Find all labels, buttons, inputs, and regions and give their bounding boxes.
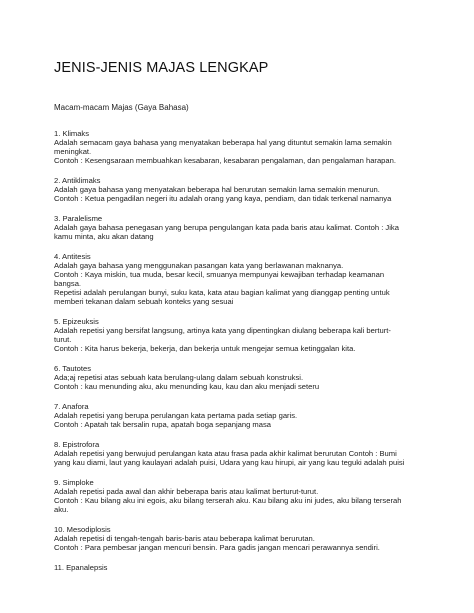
section-line: Adalah gaya bahasa penegasan yang berupa pengulangan kata pada baris atau kalimat. Contoh : Jika xyxy=(54,223,399,232)
section-heading: 7. Anafora xyxy=(54,402,89,411)
section-antitesis xyxy=(54,252,426,306)
section-mesodiplosis xyxy=(54,525,426,552)
section-line: Contoh : kau menunding aku, aku menunding kau, kau dan aku menjadi seteru xyxy=(54,382,320,391)
section-anafora xyxy=(54,402,426,429)
section-line: Contoh : Kita harus bekerja, bekerja, dan bekerja untuk mengejar semua ketinggalan kita. xyxy=(54,344,356,353)
section-line: turut. xyxy=(54,335,72,344)
section-line: meningkat. xyxy=(54,147,92,156)
section-line: memberi tekanan dalam sebuah konteks yang sesuai xyxy=(54,297,234,306)
section-heading: 8. Epistrofora xyxy=(54,440,100,449)
section-antiklimaks xyxy=(54,176,426,203)
section-tautotes xyxy=(54,364,426,391)
section-paralelisme xyxy=(54,214,426,241)
section-line: Adalah gaya bahasa yang menyatakan beberapa hal berurutan semakin lama semakin menurun. xyxy=(54,185,380,194)
section-line: Adalah repetisi yang bersifat langsung, artinya kata yang dipentingkan diulang beberapa kali berturt- xyxy=(54,326,391,335)
section-line: Contoh : Kaya miskin, tua muda, besar kecil, smuanya mempunyai kewajiban terhadap keamanan xyxy=(54,270,385,279)
section-line: Adalah repetisi pada awal dan akhir beberapa baris atau kalimat berturut-turut. xyxy=(54,487,319,496)
section-line: Contoh : Kesengsaraan membuahkan kesabaran, kesabaran pengalaman, dan pengalaman harapan. xyxy=(54,156,396,165)
section-line: Adalah repetisi yang berwujud perulangan kata atau frasa pada akhir kalimat berurutan Contoh : Bumi xyxy=(54,449,397,458)
section-line: kamu minta, aku akan datang xyxy=(54,232,154,241)
section-epistrofora xyxy=(54,440,426,467)
section-line: Adalah repetisi yang berupa perulangan kata pertama pada setiap garis. xyxy=(54,411,298,420)
section-line: Repetisi adalah perulangan bunyi, suku kata, kata atau bagian kalimat yang dianggap penting untuk xyxy=(54,288,390,297)
section-line: Contoh : Para pembesar jangan mencuri bensin. Para gadis jangan mencari perawannya sendiri. xyxy=(54,543,380,552)
section-klimaks xyxy=(54,129,426,165)
section-heading: 2. Antiklimaks xyxy=(54,176,101,185)
section-heading: 3. Paralelisme xyxy=(54,214,103,223)
section-heading: 1. Klimaks xyxy=(54,129,90,138)
section-simploke xyxy=(54,478,426,514)
section-heading: 6. Tautotes xyxy=(54,364,92,373)
section-line: Adalah semacam gaya bahasa yang menyatakan beberapa hal yang dituntut semakin lama semakin xyxy=(54,138,392,147)
page-subtitle: Macam-macam Majas (Gaya Bahasa) xyxy=(54,103,189,112)
section-line: Ada;aj repetisi atas sebuah kata berulang-ulang dalam sebuah konstruksi. xyxy=(54,373,304,382)
section-line: Contoh : Apatah tak bersalin rupa, apatah boga sepanjang masa xyxy=(54,420,271,429)
section-line: Adalah repetisi di tengah-tengah baris-baris atau beberapa kalimat berurutan. xyxy=(54,534,315,543)
section-epanalepsis xyxy=(54,563,426,572)
section-heading: 9. Simploke xyxy=(54,478,94,487)
section-line: yang kau diami, laut yang kaulayari adalah puisi, Udara yang kau hirupi, air yang kau teguki adalah puisi xyxy=(54,458,405,467)
section-line: Contoh : Kau bilang aku ini egois, aku bilang terserah aku. Kau bilang aku ini judes, aku bilang terserah xyxy=(54,496,402,505)
section-heading: 5. Epizeuksis xyxy=(54,317,99,326)
section-heading: 10. Mesodiplosis xyxy=(54,525,111,534)
section-line: bangsa. xyxy=(54,279,82,288)
section-line: Contoh : Ketua pengadilan negeri itu adalah orang yang kaya, pendiam, dan tidak terkenal namanya xyxy=(54,194,392,203)
section-line: Adalah gaya bahasa yang menggunakan pasangan kata yang berlawanan maknanya. xyxy=(54,261,344,270)
section-heading: 4. Antitesis xyxy=(54,252,91,261)
section-epizeuksis xyxy=(54,317,426,353)
section-heading: 11. Epanalepsis xyxy=(54,563,108,572)
document-body xyxy=(54,129,426,583)
page-title: JENIS-JENIS MAJAS LENGKAP xyxy=(54,60,269,76)
section-line: aku. xyxy=(54,505,69,514)
